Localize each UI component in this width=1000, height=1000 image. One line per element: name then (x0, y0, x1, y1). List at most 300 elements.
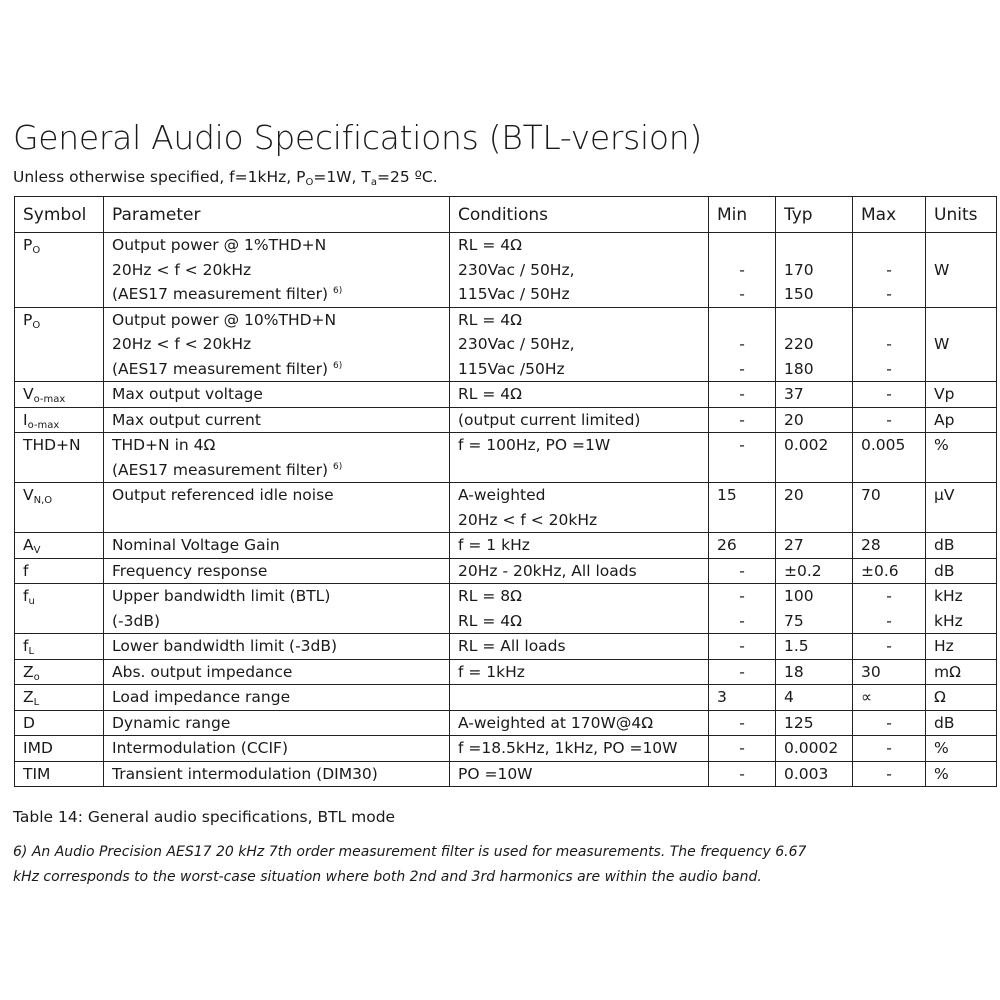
cell-units (926, 659, 997, 685)
symbol (23, 559, 95, 584)
parameter-line (112, 433, 441, 458)
audio-spec-table (14, 196, 997, 787)
symbol-subscript: o (33, 671, 40, 683)
cell-typ-value (784, 660, 844, 685)
cell-conditions (450, 584, 709, 634)
unit (934, 258, 988, 283)
cell-typ-value-text: 180 (784, 359, 814, 378)
parameter-line-text: Lower bandwidth limit (-3dB) (112, 637, 338, 655)
symbol-subscript: o-max (33, 394, 66, 405)
cell-units (926, 736, 997, 762)
parameter-line (112, 559, 441, 584)
condition-line (458, 711, 700, 736)
cell-min-value-text: - (739, 662, 745, 681)
unit (934, 408, 988, 433)
cell-min-value-text: - (739, 587, 745, 605)
cell-min-value-text: - (739, 764, 745, 783)
cell-max (853, 233, 926, 308)
symbol (23, 634, 95, 659)
cell-typ (776, 659, 853, 685)
table-row (15, 685, 997, 711)
unit-text: % (934, 739, 949, 757)
footnote-ref: 6) (333, 286, 343, 296)
symbol-text: f (23, 587, 29, 605)
condition-line-text: 20Hz < f < 20kHz (458, 510, 598, 529)
symbol (23, 308, 95, 333)
condition-line (458, 308, 700, 333)
condition-line-text: RL = 4Ω (458, 611, 522, 630)
unit (934, 433, 988, 458)
cell-parameter (104, 307, 450, 382)
cell-typ-value (784, 282, 844, 307)
parameter-line-text: Dynamic range (112, 713, 231, 732)
table-row (15, 736, 997, 762)
table-row (15, 634, 997, 660)
condition-line-text: 20Hz - 20kHz, All loads (458, 561, 637, 580)
cell-units (926, 433, 997, 483)
cell-max-value (861, 408, 917, 433)
parameter-line-text: Output power @ 1%THD+N (112, 236, 327, 254)
cell-min (709, 233, 776, 308)
parameter-line (112, 736, 441, 761)
cell-typ-value-text: 0.002 (784, 436, 829, 454)
condition-line (458, 508, 700, 533)
cell-max-value-text: - (886, 335, 892, 353)
parameter-line-text: Output referenced idle noise (112, 486, 334, 504)
symbol-text: A (23, 536, 34, 554)
cell-symbol (15, 736, 104, 762)
cell-units (926, 685, 997, 711)
condition-line-text: f = 1kHz (458, 662, 525, 681)
unit (934, 711, 988, 736)
cell-min (709, 433, 776, 483)
table-row (15, 307, 997, 382)
cell-min-value-text: - (739, 385, 745, 403)
cell-max-value (861, 660, 917, 685)
cell-min-value (717, 233, 767, 258)
cell-max-value (861, 533, 917, 558)
cell-max-value (861, 685, 917, 710)
parameter-line (112, 408, 441, 433)
table-row (15, 558, 997, 584)
cell-units (926, 307, 997, 382)
cell-typ-value (784, 685, 844, 710)
cell-conditions (450, 558, 709, 584)
cell-max (853, 584, 926, 634)
parameter-line (112, 382, 441, 407)
cell-min-value-text: 26 (717, 536, 737, 554)
symbol-text: IMD (23, 739, 53, 757)
condition-line (458, 458, 700, 483)
unit-text: Ω (934, 688, 946, 706)
cell-max-value-text: - (886, 764, 892, 783)
cell-min-value (717, 711, 767, 736)
cell-typ (776, 307, 853, 382)
table-caption: Table 14: General audio specifications, BTL mode (13, 808, 396, 826)
condition-line (458, 609, 700, 634)
cell-max-value-text: - (886, 611, 892, 630)
unit-text: Ap (934, 410, 955, 429)
cell-max-value (861, 332, 917, 357)
cell-min (709, 558, 776, 584)
cell-units (926, 584, 997, 634)
condition-line (458, 584, 700, 609)
unit-text: mΩ (934, 662, 961, 681)
cell-conditions (450, 533, 709, 559)
table-row (15, 761, 997, 787)
symbol-text: Z (23, 688, 34, 706)
symbol (23, 433, 95, 458)
cell-min-value-text: - (739, 285, 745, 303)
condition-line-text: 115Vac /50Hz (458, 359, 565, 378)
cell-min-value-text: - (739, 713, 745, 732)
cell-max (853, 533, 926, 559)
cell-min-value-text: - (739, 611, 745, 630)
cell-min-value (717, 282, 767, 307)
cell-symbol (15, 307, 104, 382)
parameter-line (112, 711, 441, 736)
header-min: Min (709, 197, 776, 233)
cell-symbol (15, 407, 104, 433)
unit-text: % (934, 436, 949, 454)
cell-typ-value (784, 711, 844, 736)
cell-typ (776, 685, 853, 711)
cell-typ-value (784, 382, 844, 407)
cell-max (853, 634, 926, 660)
cell-typ-value (784, 762, 844, 787)
parameter-line-text: Abs. output impedance (112, 662, 293, 681)
cell-max-value-text: 28 (861, 536, 881, 554)
cell-max (853, 659, 926, 685)
cell-typ-value (784, 258, 844, 283)
header-max: Max (853, 197, 926, 233)
cell-typ-value (784, 233, 844, 258)
cell-min-value (717, 408, 767, 433)
cell-parameter (104, 433, 450, 483)
header-units: Units (926, 197, 997, 233)
unit (934, 332, 988, 357)
cell-parameter (104, 710, 450, 736)
condition-line-text: PO =10W (458, 764, 533, 783)
cell-min-value (717, 660, 767, 685)
symbol (23, 408, 95, 433)
cell-max-value-text: ∝ (861, 688, 873, 706)
symbol-text: V (23, 486, 34, 504)
cell-symbol (15, 483, 104, 533)
cell-min-value (717, 609, 767, 634)
cell-typ-value (784, 533, 844, 558)
cell-symbol (15, 233, 104, 308)
condition-line-text: RL = 8Ω (458, 587, 522, 605)
condition-line (458, 258, 700, 283)
table-row (15, 483, 997, 533)
unit (934, 660, 988, 685)
cell-symbol (15, 710, 104, 736)
cell-conditions (450, 685, 709, 711)
table-row (15, 233, 997, 308)
condition-line-text: RL = 4Ω (458, 385, 522, 403)
cell-min-value (717, 685, 767, 710)
cell-conditions (450, 407, 709, 433)
unit (934, 584, 988, 609)
cell-max-value (861, 609, 917, 634)
subtitle-conditions: Unless otherwise specified, f=1kHz, $P_O=1W$, $T_a=25$ ºC. (13, 168, 438, 188)
symbol-text: I (23, 410, 28, 429)
cell-min (709, 736, 776, 762)
cell-max-value (861, 433, 917, 458)
parameter-line (112, 282, 441, 307)
parameter-line-text: Max output current (112, 410, 261, 429)
cell-max-value-text: 70 (861, 486, 881, 504)
cell-max-value (861, 483, 917, 508)
condition-line (458, 685, 700, 710)
header-typ: Typ (776, 197, 853, 233)
cell-max-value-text: - (886, 410, 892, 429)
condition-line-text: A-weighted at 170W@4Ω (458, 713, 654, 732)
cell-max-value (861, 282, 917, 307)
cell-typ-value-text: 0.003 (784, 764, 829, 783)
parameter-line-text: 20Hz < f < 20kHz (112, 260, 252, 279)
unit (934, 308, 988, 333)
condition-line-text: A-weighted (458, 486, 546, 504)
cell-max-value-text: ±0.6 (861, 561, 899, 580)
cell-typ (776, 533, 853, 559)
cell-parameter (104, 659, 450, 685)
symbol-text: V (23, 385, 34, 403)
unit (934, 282, 988, 307)
symbol (23, 584, 95, 609)
cell-max (853, 382, 926, 408)
cell-conditions (450, 634, 709, 660)
table-row (15, 533, 997, 559)
cell-min-value (717, 258, 767, 283)
symbol-subscript: o-max (27, 419, 60, 431)
cell-min (709, 407, 776, 433)
cell-max-value (861, 584, 917, 609)
cell-typ-value (784, 357, 844, 382)
table-row (15, 659, 997, 685)
symbol (23, 711, 95, 736)
cell-symbol (15, 659, 104, 685)
condition-line (458, 408, 700, 433)
header-parameter: Parameter (104, 197, 450, 233)
cell-units (926, 710, 997, 736)
symbol-text: THD+N (23, 436, 81, 454)
cell-min (709, 533, 776, 559)
parameter-line (112, 357, 441, 382)
unit-text: Hz (934, 637, 954, 655)
cell-min-value (717, 433, 767, 458)
cell-units (926, 634, 997, 660)
cell-min-value-text: - (739, 260, 745, 279)
cell-min (709, 382, 776, 408)
cell-min (709, 307, 776, 382)
parameter-line (112, 584, 441, 609)
cell-min-value (717, 736, 767, 761)
table-row (15, 433, 997, 483)
cell-symbol (15, 685, 104, 711)
cell-typ-value (784, 736, 844, 761)
symbol (23, 685, 95, 710)
cell-typ (776, 558, 853, 584)
symbol-text: P (23, 236, 33, 254)
cell-conditions (450, 483, 709, 533)
symbol (23, 762, 95, 787)
cell-max (853, 307, 926, 382)
cell-min-value (717, 382, 767, 407)
parameter-line (112, 609, 441, 634)
symbol (23, 533, 95, 558)
cell-max-value-text: - (886, 260, 892, 279)
cell-max (853, 407, 926, 433)
cell-typ-value-text: 0.0002 (784, 739, 839, 757)
cell-symbol (15, 634, 104, 660)
parameter-line (112, 634, 441, 659)
cell-parameter (104, 233, 450, 308)
cell-min-value (717, 308, 767, 333)
cell-typ-value-text: 1.5 (784, 637, 809, 655)
parameter-line-text: Intermodulation (CCIF) (112, 739, 289, 757)
cell-typ-value (784, 433, 844, 458)
cell-max (853, 483, 926, 533)
cell-parameter (104, 483, 450, 533)
cell-max-value (861, 382, 917, 407)
cell-units (926, 233, 997, 308)
symbol (23, 233, 95, 258)
condition-line (458, 483, 700, 508)
cell-min-value-text: - (739, 739, 745, 757)
condition-line-text: f =18.5kHz, 1kHz, PO =10W (458, 739, 678, 757)
symbol-text: P (23, 310, 33, 329)
cell-min (709, 584, 776, 634)
cell-parameter (104, 685, 450, 711)
parameter-line (112, 233, 441, 258)
parameter-line (112, 533, 441, 558)
cell-max-value (861, 736, 917, 761)
cell-max-value-text: - (886, 385, 892, 403)
unit (934, 483, 988, 508)
unit (934, 559, 988, 584)
cell-typ (776, 233, 853, 308)
cell-max-value (861, 762, 917, 787)
unit (934, 357, 988, 382)
table-row (15, 584, 997, 634)
unit-text: dB (934, 561, 955, 580)
symbol-text: f (23, 561, 29, 580)
footnote-ref: 6) (333, 461, 343, 472)
cell-parameter (104, 584, 450, 634)
cell-min (709, 659, 776, 685)
cell-parameter (104, 761, 450, 787)
condition-line-text: RL = 4Ω (458, 236, 522, 254)
symbol (23, 382, 95, 407)
cell-units (926, 483, 997, 533)
cell-max (853, 433, 926, 483)
cell-parameter (104, 736, 450, 762)
condition-line-text: RL = 4Ω (458, 310, 522, 329)
cell-max-value-text: - (886, 713, 892, 732)
cell-typ-value-text: 125 (784, 713, 814, 732)
cell-typ-value (784, 408, 844, 433)
header-symbol: Symbol (15, 197, 104, 233)
parameter-line (112, 483, 441, 508)
cell-typ (776, 584, 853, 634)
condition-line-text: RL = All loads (458, 637, 566, 655)
condition-line (458, 533, 700, 558)
cell-conditions (450, 382, 709, 408)
cell-max-value-text: - (886, 637, 892, 655)
symbol-subscript: u (28, 596, 35, 607)
condition-line (458, 433, 700, 458)
cell-typ-value (784, 508, 844, 533)
unit-text: µV (934, 486, 955, 504)
cell-parameter (104, 558, 450, 584)
cell-conditions (450, 307, 709, 382)
parameter-line-text: (AES17 measurement filter) (112, 359, 329, 378)
parameter-line (112, 458, 441, 483)
parameter-line-text: (AES17 measurement filter) (112, 285, 329, 303)
condition-line-text: f = 100Hz, PO =1W (458, 436, 611, 454)
cell-typ-value-text: 100 (784, 587, 814, 605)
unit (934, 634, 988, 659)
symbol-subscript: O (32, 245, 41, 256)
condition-line-text: 230Vac / 50Hz, (458, 335, 575, 353)
header-conditions: Conditions (450, 197, 709, 233)
symbol-subscript: N,O (33, 495, 53, 506)
page-title: General Audio Specifications (BTL-version) (13, 118, 702, 157)
cell-conditions (450, 710, 709, 736)
condition-line (458, 736, 700, 761)
cell-min-value (717, 458, 767, 483)
symbol-text: f (23, 637, 29, 655)
parameter-line (112, 332, 441, 357)
parameter-line (112, 258, 441, 283)
unit (934, 736, 988, 761)
condition-line (458, 382, 700, 407)
cell-conditions (450, 233, 709, 308)
cell-min-value-text: - (739, 410, 745, 429)
symbol-subscript: V (33, 545, 41, 556)
parameter-line (112, 508, 441, 533)
cell-min-value-text: 15 (717, 486, 737, 504)
symbol (23, 483, 95, 508)
condition-line (458, 762, 700, 787)
parameter-line-text: THD+N in 4Ω (112, 436, 216, 454)
condition-line (458, 357, 700, 382)
unit-text: W (934, 260, 950, 279)
cell-max-value (861, 308, 917, 333)
condition-line-text: 230Vac / 50Hz, (458, 260, 575, 279)
cell-max-value-text: - (886, 359, 892, 378)
cell-max (853, 761, 926, 787)
cell-typ-value-text: 220 (784, 335, 814, 353)
unit-text: Vp (934, 385, 955, 403)
cell-max-value (861, 458, 917, 483)
symbol-text: TIM (23, 764, 51, 783)
cell-symbol (15, 558, 104, 584)
condition-line-text: 115Vac / 50Hz (458, 285, 570, 303)
cell-max (853, 558, 926, 584)
footnote-line: 6) An Audio Precision AES17 20 kHz 7th order measurement filter is used for measurements. The frequency 6.67 (13, 844, 807, 860)
cell-parameter (104, 533, 450, 559)
cell-max-value (861, 258, 917, 283)
unit-text: dB (934, 536, 955, 554)
cell-typ (776, 761, 853, 787)
cell-symbol (15, 433, 104, 483)
table-body (15, 233, 997, 787)
cell-conditions (450, 736, 709, 762)
cell-min (709, 483, 776, 533)
